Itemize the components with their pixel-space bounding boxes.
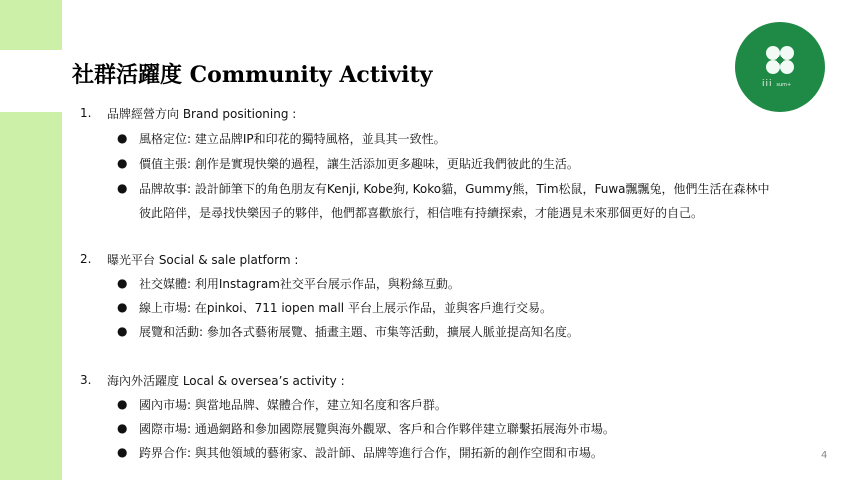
list-item: 風格定位: 建立品牌IP和印花的獨特風格，並具其一致性。	[139, 132, 446, 146]
bullet-marker: ●	[117, 445, 128, 459]
section-heading: 曝光平台 Social & sale platform :	[107, 253, 299, 267]
bullet-marker: ●	[117, 276, 128, 290]
bullet-marker: ●	[117, 156, 128, 170]
bullet-marker: ●	[117, 397, 128, 411]
list-item: 線上市場: 在pinkoi、711 iopen mall 平台上展示作品，並與客戶進行交易。	[139, 301, 552, 315]
list-item: 價值主張: 創作是實現快樂的過程，讓生活添加更多趣味，更貼近我們彼此的生活。	[139, 157, 579, 171]
section-heading: 海內外活躍度 Local & oversea’s activity :	[107, 374, 345, 388]
section-heading: 品牌經營方向 Brand positioning :	[107, 107, 297, 121]
clover-icon	[735, 22, 825, 112]
list-item: 品牌故事: 設計師筆下的角色朋友有Kenji, Kobe狗, Koko貓，Gummy熊，Tim松鼠，Fuwa飄飄兔，他們生活在森林中	[139, 182, 770, 196]
bullet-marker: ●	[117, 421, 128, 435]
list-item: 國內市場: 與當地品牌、媒體合作，建立知名度和客戶群。	[139, 398, 447, 412]
bullet-marker: ●	[117, 300, 128, 314]
accent-bar-side	[0, 112, 62, 480]
brand-logo	[735, 22, 825, 112]
bullet-marker: ●	[117, 324, 128, 338]
list-item: 展覽和活動: 參加各式藝術展覽、插畫主題、市集等活動，擴展人脈並提高知名度。	[139, 325, 579, 339]
section-number: 2.	[80, 252, 92, 266]
logo-wordmark: iii sum+	[762, 79, 792, 89]
list-item: 跨界合作: 與其他領域的藝術家、設計師、品牌等進行合作，開拓新的創作空間和市場。	[139, 446, 603, 460]
list-item: 社交媒體: 利用Instagram社交平台展示作品，與粉絲互動。	[139, 277, 460, 291]
list-item-continuation: 彼此陪伴，是尋找快樂因子的夥伴，他們都喜歡旅行，相信唯有持續探索，才能遇見未來那個更好的自己。	[139, 206, 704, 220]
accent-bar-top	[0, 0, 62, 50]
bullet-marker: ●	[117, 131, 128, 145]
page-number: 4	[821, 450, 828, 461]
list-item: 國際市場: 通過網路和參加國際展覽與海外觀眾、客戶和合作夥伴建立聯繫拓展海外市場。	[139, 422, 615, 436]
section-number: 1.	[80, 106, 92, 120]
bullet-marker: ●	[117, 181, 128, 195]
section-number: 3.	[80, 373, 92, 387]
slide-title: 社群活躍度 Community Activity	[72, 62, 433, 88]
